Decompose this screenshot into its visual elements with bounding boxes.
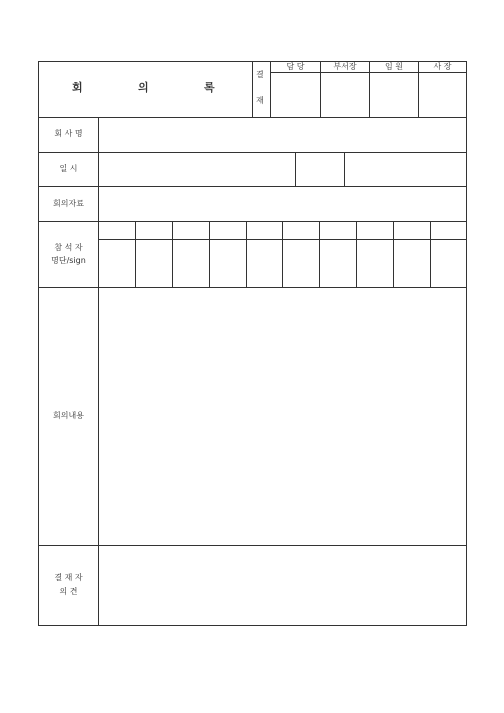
approval-sign-box-staff[interactable]	[271, 73, 320, 117]
row-separator-4	[38, 221, 467, 222]
approval-col-executive: 임 원	[385, 62, 403, 71]
form-border-bottom	[38, 625, 467, 626]
attendees-col-divider-7	[356, 221, 357, 287]
opinion-field[interactable]	[99, 546, 466, 625]
title-char-2: 의	[138, 81, 149, 94]
approval-col-dept-head: 부서장	[333, 62, 357, 71]
attendees-col-divider-1	[135, 221, 136, 287]
attendees-col-divider-6	[319, 221, 320, 287]
attendees-col-divider-2	[172, 221, 173, 287]
opinion-label-line1: 결 재 자	[54, 573, 83, 582]
datetime-label: 일 시	[59, 164, 78, 173]
attendees-label-line2: 명단/sign	[51, 256, 86, 265]
title-divider	[252, 61, 253, 117]
approval-col-president: 사 장	[433, 62, 452, 71]
company-name-field[interactable]	[99, 118, 466, 152]
materials-label: 회의자료	[53, 199, 84, 208]
title-char-1: 회	[72, 81, 83, 94]
materials-field[interactable]	[99, 187, 466, 221]
attendees-col-divider-9	[430, 221, 431, 287]
datetime-right-cell[interactable]	[345, 153, 466, 186]
approval-col-staff: 담 당	[286, 62, 305, 71]
content-field[interactable]	[99, 288, 466, 545]
datetime-middle-cell[interactable]	[296, 153, 344, 186]
approval-sign-box-executive[interactable]	[370, 73, 418, 117]
company-name-label: 회 사 명	[54, 129, 83, 138]
approval-label-char-1: 결	[256, 70, 264, 79]
form-border-left	[38, 61, 39, 626]
attendees-col-divider-3	[209, 221, 210, 287]
approval-label-char-2: 재	[256, 96, 264, 105]
approval-sign-box-president[interactable]	[419, 73, 466, 117]
title-char-3: 록	[204, 81, 215, 94]
attendees-col-divider-4	[246, 221, 247, 287]
attendees-label-line1: 참 석 자	[54, 243, 83, 252]
opinion-label-line2: 의 견	[59, 587, 78, 596]
approval-sign-box-dept-head[interactable]	[321, 73, 369, 117]
attendees-col-divider-8	[393, 221, 394, 287]
attendees-col-divider-5	[282, 221, 283, 287]
content-label: 회의내용	[53, 411, 84, 420]
form-border-right	[466, 61, 467, 626]
datetime-field[interactable]	[99, 153, 295, 186]
